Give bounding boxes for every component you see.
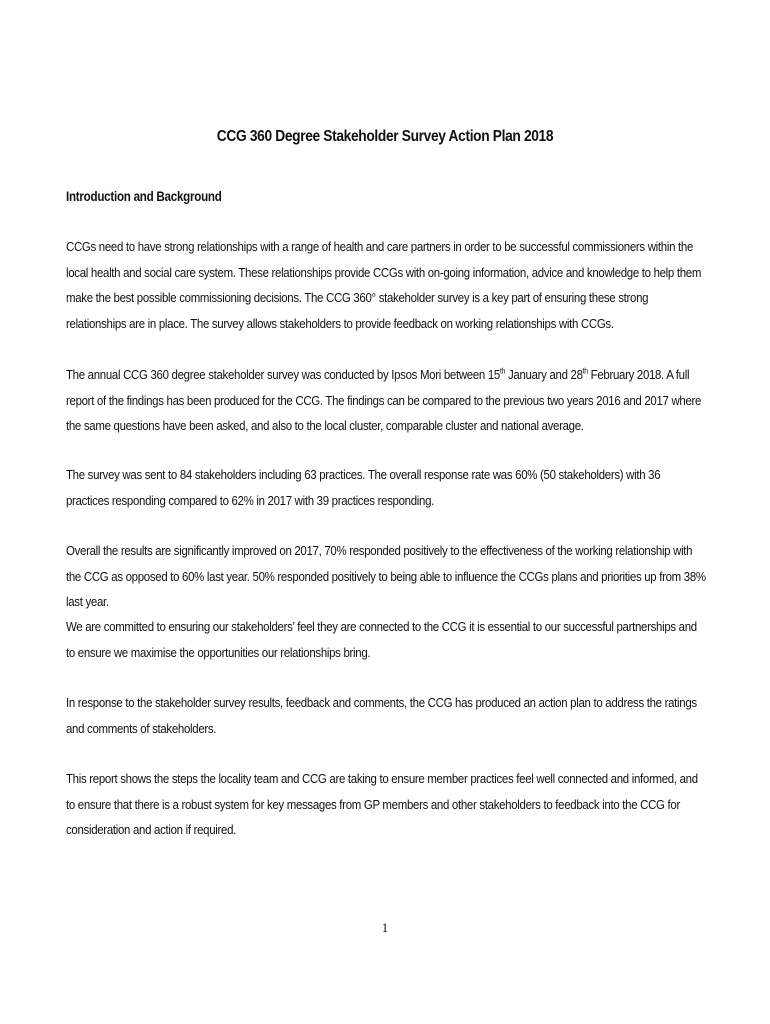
paragraph-3: The survey was sent to 84 stakeholders including 63 practices. The overall response rate was 60% (50 stakeholders) with 36 practices responding compared to 62% in 2017 with 39 practices responding. xyxy=(66,467,661,508)
page-number: 1 xyxy=(381,920,389,935)
paragraph-2 xyxy=(66,362,706,439)
superscript-th-1: th xyxy=(499,366,506,376)
paragraph-7: This report shows the steps the locality team and CCG are taking to ensure member practices feel well connected and informed, and to ensure that there is a robust system for key messages from GP members and other stakeholders to feedback into the CCG for consideration and action if required. xyxy=(66,771,698,837)
paragraph-2-part-a: The annual CCG 360 degree stakeholder survey was conducted by Ipsos Mori between 15 xyxy=(66,367,500,382)
paragraph-5: We are committed to ensuring our stakeholders’ feel they are connected to the CCG it is essential to our successful partnerships and to ensure we maximise the opportunities our relationships bring. xyxy=(66,619,697,660)
superscript-th-2: th xyxy=(582,366,588,376)
section-heading: Introduction and Background xyxy=(66,189,222,204)
paragraph-2-part-b: January and 28 xyxy=(505,367,583,382)
paragraph-2-part-c: February 2018. A full report of the findings has been produced for the CCG. The findings can be compared to the previous two years 2016 and 2017 where the same questions have been asked, and also to the local cluster, comparable cluster and national average. xyxy=(66,367,702,433)
paragraph-6: In response to the stakeholder survey results, feedback and comments, the CCG has produced an action plan to address the ratings and comments of stakeholders. xyxy=(66,695,697,736)
paragraph-4: Overall the results are significantly improved on 2017, 70% responded positively to the effectiveness of the working relationship with the CCG as opposed to 60% last year. 50% responded positively to being able to influence the CCGs plans and priorities up from 38% last year. xyxy=(66,543,706,609)
document-title: CCG 360 Degree Stakeholder Survey Action Plan 2018 xyxy=(216,128,554,145)
paragraph-1: CCGs need to have strong relationships with a range of health and care partners in order to be successful commissioners within the local health and social care system. These relationships provide CCGs with on-going information, advice and knowledge to help them make the best possible commissioning decisions. The CCG 360° stakeholder survey is a key part of ensuring these strong relationships are in place. The survey allows stakeholders to provide feedback on working relationships with CCGs. xyxy=(66,239,702,331)
